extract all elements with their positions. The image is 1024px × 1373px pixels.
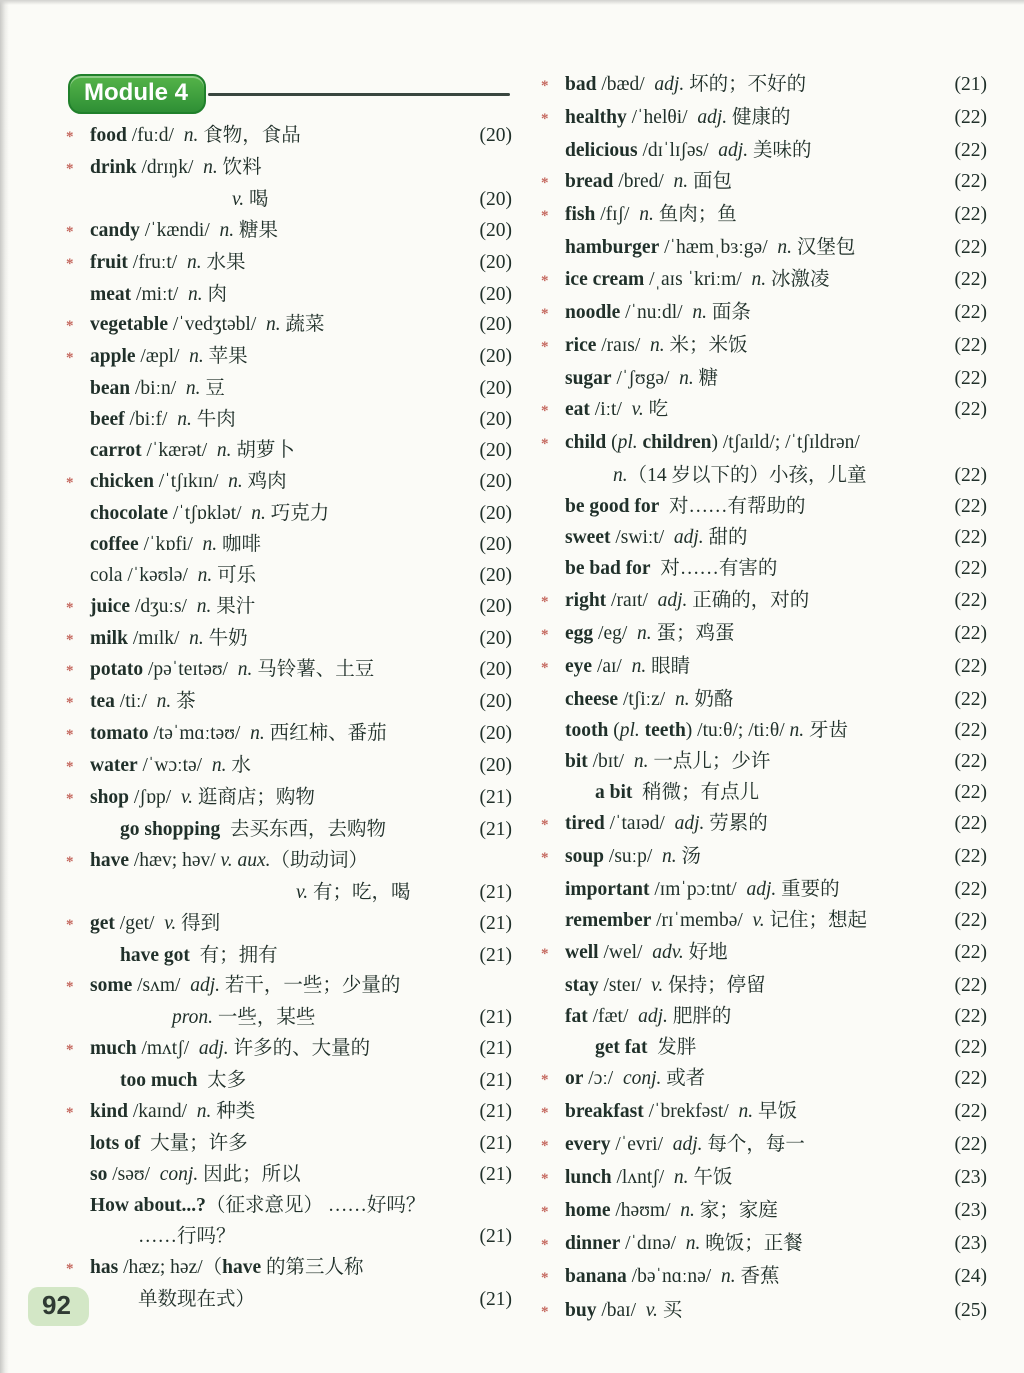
entry-text: meat /miːt/ n. 肉	[90, 283, 228, 305]
star-marker: *	[66, 129, 74, 145]
page-ref: (22)	[954, 910, 987, 932]
page-ref: (22)	[954, 622, 987, 644]
vocab-row	[66, 846, 512, 878]
entry-text: or /ɔː/ conj. 或者	[565, 1067, 706, 1089]
vocab-row	[66, 624, 512, 656]
page-ref: (22)	[954, 782, 987, 804]
vocab-row	[541, 684, 987, 715]
vocab-row	[66, 280, 512, 311]
page-ref: (20)	[479, 346, 512, 368]
vocab-row	[66, 1222, 512, 1253]
vocab-row	[66, 530, 512, 561]
star-marker: *	[541, 626, 549, 643]
entry-text: get /get/ v. 得到	[90, 912, 221, 934]
vocab-row	[541, 808, 987, 841]
vocab-row	[66, 878, 512, 909]
star-marker: *	[66, 1042, 74, 1059]
star-marker: *	[541, 1171, 549, 1188]
entry-text: sweet /swiːt/ adj. 甜的	[565, 527, 748, 549]
entry-text: tomato /təˈmɑːtəʊ/ n. 西红柿、番茄	[90, 723, 387, 745]
page-ref: (20)	[479, 723, 512, 745]
entry-text: be bad for 对……有害的	[565, 558, 778, 580]
page-ref: (21)	[479, 1007, 512, 1029]
entry-text: eye /aɪ/ n. 眼睛	[565, 655, 691, 677]
vocab-row	[541, 841, 987, 874]
star-marker: *	[541, 1105, 549, 1121]
vocab-row	[66, 121, 512, 153]
entry-text: kind /kaɪnd/ n. 种类	[90, 1101, 256, 1123]
module-badge: Module 4	[68, 74, 206, 114]
vocab-column-right	[541, 69, 987, 1328]
vocab-row	[66, 561, 512, 592]
vocab-row	[541, 970, 987, 1001]
entry-text: be good for 对……有帮助的	[565, 496, 806, 518]
page-ref: (23)	[954, 1200, 987, 1222]
page-ref: (20)	[479, 283, 512, 305]
vocab-row	[541, 1032, 987, 1063]
entry-text: chicken /ˈtʃɪkɪn/ n. 鸡肉	[90, 470, 287, 492]
star-marker: *	[541, 817, 549, 834]
entry-text: shop /ʃɒp/ v. 逛商店；购物	[90, 787, 315, 809]
vocab-row	[66, 687, 512, 719]
entry-text: 单数现在式）	[138, 1288, 256, 1310]
vocab-row	[66, 1003, 512, 1034]
entry-text: has /hæz; həz/（have 的第三人称	[90, 1256, 364, 1278]
page-ref: (20)	[479, 627, 512, 649]
vocab-row	[66, 216, 512, 248]
vocab-row	[541, 651, 987, 684]
entry-text: n.（14 岁以下的）小孩，儿童	[613, 465, 867, 487]
vocab-row	[541, 102, 987, 135]
vocab-row	[66, 815, 512, 846]
page-ref: (22)	[954, 1134, 987, 1156]
entry-text: chocolate /ˈtʃɒklət/ n. 巧克力	[90, 502, 330, 524]
page-ref: (22)	[954, 465, 987, 487]
star-marker: *	[66, 160, 74, 177]
entry-text: lots of 大量；许多	[90, 1133, 248, 1154]
vocab-row	[66, 1253, 512, 1285]
vocab-row	[66, 1066, 512, 1097]
entry-text: a bit 稍微；有点儿	[595, 782, 760, 804]
page-ref: (24)	[954, 1266, 987, 1288]
vocab-row	[66, 655, 512, 687]
page-ref: (20)	[479, 314, 512, 336]
page-ref: (22)	[954, 1036, 987, 1058]
vocab-row	[66, 971, 512, 1003]
page-ref: (22)	[954, 719, 987, 741]
star-marker: *	[541, 1138, 549, 1155]
vocab-row	[541, 553, 987, 584]
star-marker: *	[66, 695, 74, 712]
page-ref: (22)	[954, 1067, 987, 1089]
entry-text: soup /suːp/ n. 汤	[565, 846, 702, 868]
entry-text: so /səʊ/ conj. 因此；所以	[90, 1163, 301, 1185]
vocab-row	[541, 135, 987, 166]
header-rule	[208, 93, 510, 96]
vocab-row	[66, 909, 512, 941]
star-marker: *	[66, 474, 74, 491]
entry-text: v. 喝	[232, 188, 269, 210]
vocab-column-left	[66, 121, 512, 1315]
vocab-row	[66, 185, 512, 216]
vocab-row	[541, 363, 987, 394]
entry-text: have /hæv; həv/ v. aux.（助动词）	[90, 849, 369, 871]
page-ref: (20)	[479, 378, 512, 400]
vocab-row	[541, 427, 987, 460]
vocab-row	[541, 1228, 987, 1261]
page-ref: (22)	[954, 398, 987, 420]
entry-text: go shopping 去买东西，去购物	[120, 818, 387, 840]
entry-text: beef /biːf/ n. 牛肉	[90, 409, 236, 431]
entry-text: water /ˈwɔːtə/ n. 水	[90, 755, 251, 777]
page-ref: (22)	[954, 941, 987, 963]
vocab-row	[66, 1160, 512, 1191]
entry-text: lunch /lʌntʃ/ n. 午饭	[565, 1167, 733, 1189]
star-marker: *	[66, 853, 74, 870]
star-marker: *	[66, 916, 74, 933]
entry-text: some /sʌm/ adj. 若干，一些；少量的	[90, 975, 401, 997]
entry-text: remember /rɪˈmembə/ v. 记住；想起	[565, 910, 868, 932]
vocab-row	[541, 585, 987, 618]
entry-text: eat /iːt/ v. 吃	[565, 398, 669, 420]
entry-text: fish /fɪʃ/ n. 鱼肉；鱼	[565, 204, 737, 226]
star-marker: *	[541, 1071, 549, 1088]
page-ref: (20)	[479, 691, 512, 713]
vocab-row	[66, 941, 512, 972]
page-ref: (20)	[479, 219, 512, 241]
page-ref: (20)	[479, 755, 512, 777]
vocab-row	[66, 499, 512, 530]
vocab-row	[66, 374, 512, 405]
entry-text: fat /fæt/ adj. 肥胖的	[565, 1005, 732, 1027]
entry-text: coffee /ˈkɒfi/ n. 咖啡	[90, 533, 262, 555]
scan-edge-left	[0, 0, 9, 1373]
page-ref: (21)	[479, 1163, 512, 1185]
star-marker: *	[541, 593, 549, 610]
page-ref: (22)	[954, 1101, 987, 1122]
star-marker: *	[66, 599, 74, 616]
entry-text: tea /tiː/ n. 茶	[90, 691, 196, 713]
vocab-row	[541, 1162, 987, 1195]
page-ref: (22)	[954, 237, 987, 259]
vocab-row	[66, 310, 512, 342]
star-marker: *	[541, 850, 549, 867]
entry-text: have got 有；拥有	[120, 944, 278, 966]
page-ref: (22)	[954, 688, 987, 710]
page-ref: (21)	[954, 74, 987, 95]
entry-text: bad /bæd/ adj. 坏的；不好的	[565, 74, 807, 95]
vocab-row	[66, 342, 512, 374]
page-ref: (22)	[954, 107, 987, 129]
star-marker: *	[541, 436, 549, 453]
vocab-row	[541, 1001, 987, 1032]
page-ref: (20)	[479, 251, 512, 273]
page-ref: (20)	[479, 440, 512, 462]
entry-text: fruit /fruːt/ n. 水果	[90, 251, 246, 273]
page-ref: (22)	[954, 879, 987, 901]
vocab-row	[541, 1096, 987, 1129]
entry-text: How about...?（征求意见） ……好吗？	[90, 1194, 426, 1216]
page-ref: (22)	[954, 301, 987, 323]
vocab-row	[541, 746, 987, 777]
module-header	[68, 74, 510, 114]
star-marker: *	[541, 305, 549, 322]
entry-text: sugar /ˈʃʊgə/ n. 糖	[565, 367, 719, 389]
star-marker: *	[66, 1105, 74, 1122]
vocab-row	[541, 937, 987, 970]
page-ref: (21)	[479, 1070, 512, 1092]
vocab-row	[541, 905, 987, 936]
star-marker: *	[541, 945, 549, 962]
page-ref: (22)	[954, 334, 987, 356]
page-ref: (21)	[479, 818, 512, 840]
star-marker: *	[66, 223, 74, 240]
entry-text: bread /bred/ n. 面包	[565, 171, 733, 193]
entry-text: v. 有；吃，喝	[296, 881, 411, 903]
entry-text: child (pl. children) /tʃaɪld/; /ˈtʃɪldrən/	[565, 432, 860, 454]
page-ref: (22)	[954, 974, 987, 996]
vocab-row	[541, 166, 987, 199]
vocab-row	[541, 330, 987, 363]
star-marker: *	[66, 727, 74, 744]
page-number: 92	[28, 1287, 89, 1326]
page-ref: (22)	[954, 367, 987, 389]
page-ref: (20)	[479, 533, 512, 555]
star-marker: *	[66, 631, 74, 648]
page-ref: (22)	[954, 204, 987, 226]
vocab-row	[541, 460, 987, 491]
vocab-row	[66, 592, 512, 624]
page-ref: (21)	[479, 1038, 512, 1060]
entry-text: rice /raɪs/ n. 米；米饭	[565, 334, 748, 356]
page-ref: (21)	[479, 1288, 512, 1310]
entry-text: important /ɪmˈpɔːtnt/ adj. 重要的	[565, 879, 840, 901]
entry-text: every /ˈevri/ adj. 每个，每一	[565, 1134, 805, 1156]
vocab-row	[541, 232, 987, 263]
page-ref: (21)	[479, 1133, 512, 1154]
page-ref: (22)	[954, 558, 987, 580]
entry-text: drink /drɪŋk/ n. 饮料	[90, 156, 262, 178]
vocab-row	[541, 874, 987, 905]
page-ref: (25)	[954, 1299, 987, 1321]
page-ref: (20)	[479, 188, 512, 210]
page-ref: (22)	[954, 1005, 987, 1027]
scan-edge-top	[0, 0, 1024, 5]
entry-text: right /raɪt/ adj. 正确的，对的	[565, 589, 810, 611]
vocab-row	[541, 1129, 987, 1162]
page-ref: (22)	[954, 140, 987, 162]
page-ref: (22)	[954, 589, 987, 611]
star-marker: *	[541, 1303, 549, 1320]
page-ref: (22)	[954, 750, 987, 772]
star-marker: *	[66, 318, 74, 335]
vocab-row	[66, 248, 512, 280]
page-ref: (21)	[479, 944, 512, 966]
vocab-row	[541, 715, 987, 746]
entry-text: ice cream /ˌaɪs ˈkriːm/ n. 冰激凌	[565, 268, 830, 290]
vocab-row	[66, 1097, 512, 1129]
entry-text: juice /dʒuːs/ n. 果汁	[90, 595, 256, 617]
page-ref: (22)	[954, 496, 987, 518]
entry-text: stay /steɪ/ v. 保持；停留	[565, 974, 766, 996]
vocab-row	[66, 1129, 512, 1160]
star-marker: *	[541, 78, 549, 94]
star-marker: *	[66, 979, 74, 996]
vocab-row	[541, 69, 987, 102]
page-ref: (21)	[479, 912, 512, 934]
entry-text: ……行吗？	[138, 1225, 236, 1247]
entry-text: vegetable /ˈvedʒtəbl/ n. 蔬菜	[90, 314, 325, 336]
entry-text: hamburger /ˈhæmˌbɜːgə/ n. 汉堡包	[565, 237, 856, 259]
vocab-row	[541, 199, 987, 232]
star-marker: *	[541, 1270, 549, 1287]
page-ref: (21)	[479, 1225, 512, 1247]
page-ref: (20)	[479, 659, 512, 681]
page-ref: (22)	[954, 268, 987, 290]
page-ref: (23)	[954, 1233, 987, 1255]
vocab-row	[541, 618, 987, 651]
vocab-row	[66, 1034, 512, 1066]
vocab-row	[66, 1285, 512, 1316]
entry-text: food /fuːd/ n. 食物，食品	[90, 125, 301, 146]
vocab-row	[541, 264, 987, 297]
entry-text: apple /æpl/ n. 苹果	[90, 346, 248, 368]
star-marker: *	[541, 402, 549, 419]
vocab-row	[66, 467, 512, 499]
vocab-row	[66, 153, 512, 185]
page-ref: (22)	[954, 846, 987, 868]
entry-text: tooth (pl. teeth) /tuːθ/; /tiːθ/ n. 牙齿	[565, 719, 849, 741]
vocab-row	[66, 751, 512, 783]
entry-text: tired /ˈtaɪəd/ adj. 劳累的	[565, 813, 768, 835]
entry-text: bean /biːn/ n. 豆	[90, 378, 225, 400]
entry-text: get fat 发胖	[595, 1036, 697, 1058]
vocab-row	[541, 1063, 987, 1096]
star-marker: *	[541, 1237, 549, 1254]
vocab-row	[541, 1195, 987, 1228]
page-ref: (22)	[954, 527, 987, 549]
vocab-row	[541, 491, 987, 522]
star-marker: *	[66, 1260, 74, 1277]
star-marker: *	[541, 175, 549, 192]
vocab-row	[66, 783, 512, 815]
vocab-row	[541, 297, 987, 330]
page-ref: (21)	[479, 787, 512, 809]
entry-text: healthy /ˈhelθi/ adj. 健康的	[565, 107, 791, 129]
entry-text: carrot /ˈkærət/ n. 胡萝卜	[90, 440, 295, 462]
page-ref: (20)	[479, 595, 512, 617]
vocab-row	[541, 522, 987, 553]
vocab-row	[66, 719, 512, 751]
star-marker: *	[541, 272, 549, 289]
page-ref: (21)	[479, 1101, 512, 1123]
star-marker: *	[541, 208, 549, 225]
star-marker: *	[66, 791, 74, 808]
vocab-row	[66, 405, 512, 436]
vocab-row	[66, 436, 512, 467]
page-ref: (22)	[954, 813, 987, 835]
entry-text: cola /ˈkəʊlə/ n. 可乐	[90, 564, 257, 586]
vocab-row	[541, 394, 987, 427]
vocab-row	[541, 1295, 987, 1328]
entry-text: banana /bəˈnɑːnə/ n. 香蕉	[565, 1266, 780, 1288]
entry-text: delicious /dɪˈlɪʃəs/ adj. 美味的	[565, 140, 812, 162]
star-marker: *	[66, 255, 74, 272]
star-marker: *	[66, 759, 74, 776]
entry-text: cheese /tʃiːz/ n. 奶酪	[565, 688, 734, 710]
entry-text: well /wel/ adv. 好地	[565, 941, 728, 963]
star-marker: *	[541, 659, 549, 676]
entry-text: potato /pəˈteɪtəʊ/ n. 马铃薯、土豆	[90, 659, 375, 681]
entry-text: buy /baɪ/ v. 买	[565, 1299, 683, 1321]
entry-text: breakfast /ˈbrekfəst/ n. 早饭	[565, 1101, 798, 1122]
entry-text: milk /mɪlk/ n. 牛奶	[90, 627, 248, 649]
page-ref: (20)	[479, 409, 512, 431]
entry-text: dinner /ˈdɪnə/ n. 晚饭；正餐	[565, 1233, 803, 1255]
star-marker: *	[541, 1204, 549, 1221]
vocab-row	[66, 1191, 512, 1222]
vocab-row	[541, 1261, 987, 1294]
star-marker: *	[66, 350, 74, 367]
page-ref: (20)	[479, 125, 512, 146]
star-marker: *	[66, 663, 74, 680]
entry-text: too much 太多	[120, 1070, 247, 1092]
page-ref: (22)	[954, 655, 987, 677]
star-marker: *	[541, 111, 549, 128]
vocab-row	[541, 777, 987, 808]
page-ref: (20)	[479, 470, 512, 492]
page-ref: (22)	[954, 171, 987, 193]
page-ref: (21)	[479, 881, 512, 903]
entry-text: much /mʌtʃ/ adj. 许多的、大量的	[90, 1038, 371, 1060]
entry-text: bit /bɪt/ n. 一点儿；少许	[565, 750, 771, 772]
entry-text: home /həʊm/ n. 家；家庭	[565, 1200, 778, 1222]
star-marker: *	[541, 338, 549, 355]
entry-text: egg /eg/ n. 蛋；鸡蛋	[565, 622, 735, 644]
entry-text: candy /ˈkændi/ n. 糖果	[90, 219, 279, 241]
entry-text: noodle /ˈnuːdl/ n. 面条	[565, 301, 751, 323]
page-ref: (23)	[954, 1167, 987, 1189]
page-ref: (20)	[479, 564, 512, 586]
page-ref: (20)	[479, 502, 512, 524]
entry-text: pron. 一些，某些	[172, 1007, 316, 1029]
